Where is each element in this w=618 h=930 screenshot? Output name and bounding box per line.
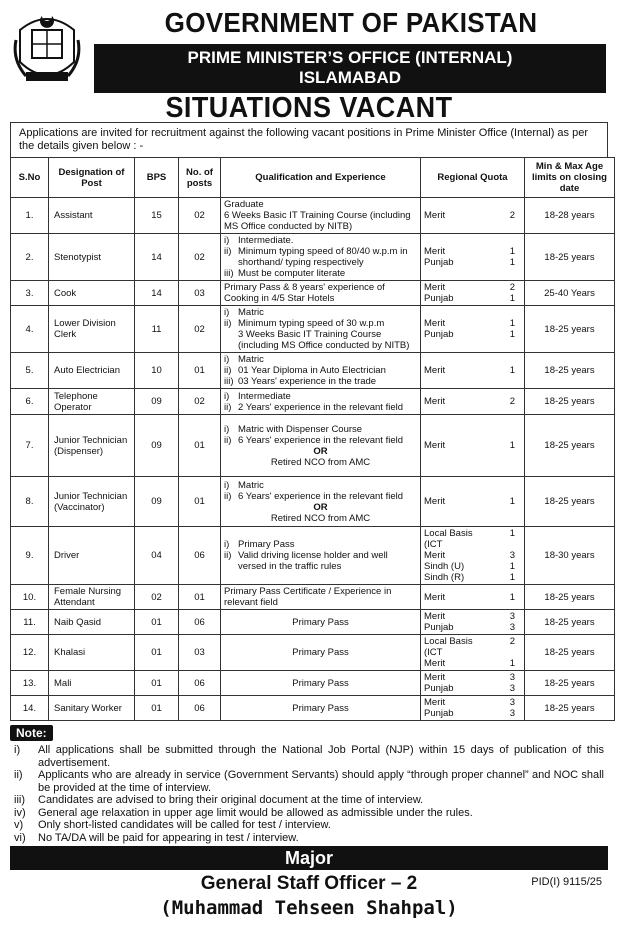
cell-posts: 06 <box>179 671 221 696</box>
cell-sno: 8. <box>11 477 49 527</box>
quota-count: 1 <box>509 572 515 583</box>
quota-region: Punjab <box>424 293 454 304</box>
note-numeral: iii) <box>14 794 25 806</box>
qualification-numeral <box>224 329 238 351</box>
quota-region: Local Basis (ICT <box>424 636 473 658</box>
qualification-item <box>224 539 417 550</box>
qualification-item <box>224 354 417 365</box>
qualification-text: 6 Years' experience in the relevant field <box>238 434 404 446</box>
qualification-numeral: iii) <box>224 376 234 387</box>
cell-posts: 03 <box>179 281 221 306</box>
table-row <box>11 671 615 696</box>
cell-posts: 02 <box>179 234 221 281</box>
cell-quota <box>421 585 525 610</box>
qualification-numeral: ii) <box>224 490 232 502</box>
header <box>6 4 612 122</box>
office-city: ISLAMABAD <box>299 68 401 87</box>
cell-sno: 14. <box>11 696 49 721</box>
cell-posts: 02 <box>179 198 221 234</box>
qualification-line: Primary Pass Certificate / Experience in relevant field <box>224 586 392 608</box>
qualification-text: 6 Years' experience in the relevant field <box>238 490 404 502</box>
cell-bps: 09 <box>135 477 179 527</box>
situations-vacant-heading: SITUATIONS VACANT <box>165 92 453 124</box>
cell-age: 18-25 years <box>525 353 615 389</box>
cell-sno: 3. <box>11 281 49 306</box>
qualification-item <box>224 550 417 572</box>
cell-age: 18-25 years <box>525 610 615 635</box>
cell-sno: 7. <box>11 415 49 477</box>
cell-bps: 02 <box>135 585 179 610</box>
table-row <box>11 696 615 721</box>
cell-post: Cook <box>49 281 135 306</box>
quota-line <box>424 697 521 708</box>
note-numeral: iv) <box>14 806 26 819</box>
qualification-numeral: ii) <box>224 401 232 413</box>
qualification-line: Graduate <box>224 199 264 210</box>
qualification-item <box>224 268 417 279</box>
cell-bps: 15 <box>135 198 179 234</box>
quota-region: Punjab <box>424 622 454 633</box>
quota-region: Merit <box>424 611 446 622</box>
cell-quota <box>421 234 525 281</box>
qualification-item <box>224 391 417 402</box>
qualification-text: 01 Year Diploma in Auto Electrician <box>238 365 386 376</box>
qualification-text: Intermediate. <box>238 235 294 246</box>
qualification-numeral: ii) <box>224 434 232 446</box>
cell-post: Driver <box>49 527 135 585</box>
quota-line <box>424 636 521 658</box>
cell-quota <box>421 198 525 234</box>
qualification-text: Minimum typing speed of 30 w.p.m <box>238 318 385 329</box>
cell-bps: 11 <box>135 306 179 353</box>
cell-bps: 04 <box>135 527 179 585</box>
quota-line <box>424 592 521 603</box>
intro-text: Applications are invited for recruitment against the following vacant positions in Prime Minister Office (Internal) as per the details given below : - <box>10 122 608 157</box>
retired-alternative: Retired NCO from AMC <box>270 512 371 524</box>
table-row <box>11 389 615 415</box>
cell-post: Khalasi <box>49 635 135 671</box>
cell-bps: 10 <box>135 353 179 389</box>
qualification-numeral: ii) <box>224 318 232 329</box>
header-sno: S.No <box>11 158 49 198</box>
quota-count: 2 <box>509 282 515 293</box>
quota-count: 3 <box>509 550 515 561</box>
quota-count: 2 <box>509 396 515 407</box>
cell-age: 18-25 years <box>525 671 615 696</box>
qualification-numeral: i) <box>224 235 230 246</box>
cell-bps: 09 <box>135 389 179 415</box>
cell-bps: 09 <box>135 415 179 477</box>
cell-quota <box>421 389 525 415</box>
qualification-item <box>224 491 417 502</box>
header-age: Min & Max Age limits on closing date <box>525 158 615 198</box>
quota-line <box>424 528 521 550</box>
cell-sno: 1. <box>11 198 49 234</box>
cell-sno: 2. <box>11 234 49 281</box>
quota-count: 1 <box>509 528 515 539</box>
cell-age: 18-25 years <box>525 477 615 527</box>
cell-age: 18-30 years <box>525 527 615 585</box>
quota-line <box>424 293 521 304</box>
cell-posts: 02 <box>179 389 221 415</box>
quota-count: 3 <box>509 672 515 683</box>
quota-count: 1 <box>509 318 515 329</box>
qualification-text: Matric <box>238 479 264 491</box>
quota-region: Merit <box>424 658 446 669</box>
qualification-line: 6 Weeks Basic IT Training Course (including MS Office conducted by NITB) <box>224 210 411 232</box>
qualification-text: Intermediate <box>238 390 291 402</box>
cell-sno: 4. <box>11 306 49 353</box>
qualification-item <box>224 235 417 246</box>
table-row <box>11 527 615 585</box>
officer-designation: General Staff Officer – 2 <box>200 873 418 894</box>
cell-sno: 6. <box>11 389 49 415</box>
quota-line <box>424 683 521 694</box>
cell-posts: 02 <box>179 306 221 353</box>
quota-count: 2 <box>509 210 515 221</box>
quota-region: Punjab <box>424 683 454 694</box>
cell-qualification <box>221 527 421 585</box>
cell-age: 18-25 years <box>525 696 615 721</box>
cell-qualification <box>221 389 421 415</box>
quota-count: 3 <box>509 611 515 622</box>
cell-post: Assistant <box>49 198 135 234</box>
quota-region: Merit <box>424 318 446 329</box>
quota-line <box>424 708 521 719</box>
cell-bps: 14 <box>135 234 179 281</box>
cell-quota <box>421 415 525 477</box>
qualification-item <box>224 329 417 351</box>
cell-post: Stenotypist <box>49 234 135 281</box>
quota-region: Merit <box>424 365 446 376</box>
quota-region: Merit <box>424 591 446 603</box>
qualification-item <box>224 480 417 491</box>
cell-quota <box>421 635 525 671</box>
qualification-item <box>224 246 417 268</box>
cell-qualification <box>221 415 421 477</box>
cell-age: 18-25 years <box>525 389 615 415</box>
cell-qualification: Primary Pass <box>221 696 421 721</box>
note-text: General age relaxation in upper age limit would be allowed as admissible under the rules. <box>38 806 473 819</box>
qualification-text: Primary Pass <box>238 539 295 550</box>
qualification-numeral: ii) <box>224 246 232 257</box>
cell-quota <box>421 671 525 696</box>
cell-age: 18-25 years <box>525 415 615 477</box>
cell-posts: 01 <box>179 477 221 527</box>
cell-qualification <box>221 234 421 281</box>
quota-region: Merit <box>424 440 446 451</box>
cell-qualification <box>221 585 421 610</box>
note-numeral: i) <box>14 744 21 756</box>
note-numeral: vi) <box>14 831 26 844</box>
cell-age: 18-25 years <box>525 306 615 353</box>
quota-count: 3 <box>509 622 515 633</box>
cell-quota <box>421 527 525 585</box>
note-item <box>14 832 604 845</box>
cell-post: Naib Qasid <box>49 610 135 635</box>
cell-qualification <box>221 306 421 353</box>
quota-line <box>424 572 521 583</box>
cell-quota <box>421 696 525 721</box>
quota-line <box>424 496 521 507</box>
quota-count: 1 <box>509 293 515 304</box>
qualification-text: Matric with Dispenser Course <box>238 423 363 435</box>
cell-sno: 5. <box>11 353 49 389</box>
cell-bps: 14 <box>135 281 179 306</box>
cell-post: Female Nursing Attendant <box>49 585 135 610</box>
cell-age: 18-28 years <box>525 198 615 234</box>
qualification-text: 2 Years' experience in the relevant field <box>238 401 404 413</box>
note-text: Applicants who are already in service (Government Servants) should apply “through proper channel” and NOC shall be provided at the time of interview. <box>38 769 604 794</box>
cell-post: Junior Technician (Vaccinator) <box>49 477 135 527</box>
quota-count: 1 <box>509 257 515 268</box>
rank-banner: Major <box>10 846 608 870</box>
quota-region: Merit <box>424 396 446 407</box>
cell-sno: 10. <box>11 585 49 610</box>
qualification-text: 3 Weeks Basic IT Training Course (including MS Office conducted by NITB) <box>238 329 410 351</box>
quota-region: Merit <box>424 697 446 708</box>
quota-region: Punjab <box>424 257 454 268</box>
qualification-item <box>224 376 417 387</box>
quota-line <box>424 210 521 221</box>
qualification-text: Valid driving license holder and well versed in the traffic rules <box>238 550 388 572</box>
note-item <box>14 807 604 820</box>
qualification-text: Matric <box>238 307 264 318</box>
cell-posts: 01 <box>179 585 221 610</box>
quota-region: Punjab <box>424 708 454 719</box>
note-numeral: v) <box>14 819 24 831</box>
signature-block <box>6 870 612 930</box>
qualification-text: 03 Years' experience in the trade <box>238 376 377 387</box>
header-quota: Regional Quota <box>421 158 525 198</box>
cell-bps: 01 <box>135 671 179 696</box>
quota-line <box>424 246 521 257</box>
note-text: Candidates are advised to bring their original document at the time of interview. <box>38 794 424 806</box>
cell-sno: 13. <box>11 671 49 696</box>
cell-qualification: Primary Pass <box>221 610 421 635</box>
quota-line <box>424 257 521 268</box>
cell-posts: 06 <box>179 527 221 585</box>
header-post: Designation of Post <box>49 158 135 198</box>
cell-post: Mali <box>49 671 135 696</box>
cell-sno: 9. <box>11 527 49 585</box>
qualification-numeral: ii) <box>224 550 232 561</box>
note-text: Only short-listed candidates will be called for test / interview. <box>38 819 331 831</box>
qualification-text: Must be computer literate <box>238 268 346 279</box>
cell-quota <box>421 281 525 306</box>
cell-post: Junior Technician (Dispenser) <box>49 415 135 477</box>
quota-region: Local Basis (ICT <box>424 528 473 550</box>
cell-quota <box>421 306 525 353</box>
qualification-numeral: iii) <box>224 268 234 279</box>
cell-qualification: Primary Pass <box>221 635 421 671</box>
cell-post: Lower Division Clerk <box>49 306 135 353</box>
table-row <box>11 477 615 527</box>
quota-line <box>424 282 521 293</box>
cell-posts: 06 <box>179 696 221 721</box>
quota-line <box>424 440 521 451</box>
quota-region: Merit <box>424 550 446 561</box>
quota-line <box>424 365 521 376</box>
qualification-text: Matric <box>238 354 264 365</box>
qualification-item <box>224 424 417 435</box>
qualification-item <box>224 402 417 413</box>
quota-count: 1 <box>509 658 515 669</box>
quota-count: 1 <box>509 591 515 603</box>
cell-bps: 01 <box>135 610 179 635</box>
officer-name: (Muhammad Tehseen Shahpal) <box>160 897 458 919</box>
cell-qualification <box>221 477 421 527</box>
cell-post: Sanitary Worker <box>49 696 135 721</box>
table-row <box>11 353 615 389</box>
state-emblem-icon <box>12 10 82 90</box>
quota-line <box>424 550 521 561</box>
note-label: Note: <box>10 725 53 741</box>
table-row <box>11 635 615 671</box>
quota-count: 2 <box>509 636 515 647</box>
table-header-row <box>11 158 615 198</box>
qualification-numeral: i) <box>224 479 230 491</box>
or-separator: OR <box>313 501 328 513</box>
quota-count: 1 <box>509 496 515 507</box>
qualification-item <box>224 318 417 329</box>
cell-bps: 01 <box>135 635 179 671</box>
quota-region: Merit <box>424 496 446 507</box>
table-row <box>11 281 615 306</box>
quota-count: 1 <box>509 365 515 376</box>
quota-region: Merit <box>424 210 446 221</box>
cell-qualification: Primary Pass <box>221 671 421 696</box>
office-banner <box>94 44 606 93</box>
cell-posts: 06 <box>179 610 221 635</box>
quota-line <box>424 318 521 329</box>
cell-quota <box>421 477 525 527</box>
cell-age: 18-25 years <box>525 234 615 281</box>
cell-qualification <box>221 198 421 234</box>
or-separator: OR <box>313 445 328 457</box>
quota-region: Sindh (U) <box>424 561 465 572</box>
notes-list <box>6 742 612 844</box>
pid-number: PID(I) 9115/25 <box>531 876 602 888</box>
quota-count: 1 <box>509 440 515 451</box>
qualification-numeral: ii) <box>224 365 232 376</box>
table-row <box>11 415 615 477</box>
note-item <box>14 769 604 794</box>
quota-line <box>424 611 521 622</box>
table-row <box>11 585 615 610</box>
quota-count: 1 <box>509 329 515 340</box>
vacancies-table <box>10 157 615 721</box>
cell-quota <box>421 353 525 389</box>
cell-sno: 11. <box>11 610 49 635</box>
cell-age: 25-40 Years <box>525 281 615 306</box>
cell-posts: 01 <box>179 415 221 477</box>
note-text: No TA/DA will be paid for appearing in test / interview. <box>38 831 299 844</box>
cell-qualification <box>221 281 421 306</box>
header-bps: BPS <box>135 158 179 198</box>
quota-count: 3 <box>509 708 515 719</box>
cell-post: Auto Electrician <box>49 353 135 389</box>
government-title: GOVERNMENT OF PAKISTAN <box>164 7 538 38</box>
qualification-line: Primary Pass & 8 years' experience of Cooking in 4/5 Star Hotels <box>224 282 385 304</box>
table-row <box>11 610 615 635</box>
quota-region: Punjab <box>424 329 454 340</box>
office-name: PRIME MINISTER’S OFFICE (INTERNAL) <box>187 48 513 67</box>
cell-posts: 03 <box>179 635 221 671</box>
note-item <box>14 794 604 807</box>
qualification-numeral: i) <box>224 539 230 550</box>
quota-count: 1 <box>509 561 515 572</box>
quota-count: 3 <box>509 683 515 694</box>
quota-line <box>424 622 521 633</box>
quota-line <box>424 396 521 407</box>
quota-line <box>424 672 521 683</box>
quota-line <box>424 329 521 340</box>
qualification-numeral: i) <box>224 307 230 318</box>
qualification-numeral: i) <box>224 390 230 402</box>
cell-qualification <box>221 353 421 389</box>
qualification-item <box>224 365 417 376</box>
quota-region: Merit <box>424 282 446 293</box>
qualification-item <box>224 307 417 318</box>
table-row <box>11 306 615 353</box>
cell-age: 18-25 years <box>525 585 615 610</box>
header-qualification: Qualification and Experience <box>221 158 421 198</box>
qualification-numeral: i) <box>224 423 230 435</box>
quota-region: Merit <box>424 246 446 257</box>
table-row <box>11 234 615 281</box>
cell-age: 18-25 years <box>525 635 615 671</box>
cell-sno: 12. <box>11 635 49 671</box>
quota-region: Merit <box>424 672 446 683</box>
retired-alternative: Retired NCO from AMC <box>270 456 371 468</box>
qualification-numeral: i) <box>224 354 230 365</box>
note-text: All applications shall be submitted through the National Job Portal (NJP) within 15 days of publication of this advertisement. <box>38 744 604 769</box>
quota-count: 1 <box>509 246 515 257</box>
cell-post: Telephone Operator <box>49 389 135 415</box>
cell-quota <box>421 610 525 635</box>
quota-line <box>424 561 521 572</box>
table-row <box>11 198 615 234</box>
cell-posts: 01 <box>179 353 221 389</box>
header-posts: No. of posts <box>179 158 221 198</box>
quota-region: Sindh (R) <box>424 572 465 583</box>
note-numeral: ii) <box>14 769 23 781</box>
qualification-text: Minimum typing speed of 80/40 w.p.m in shorthand/ typing respectively <box>238 246 408 268</box>
note-item <box>14 819 604 832</box>
qualification-item <box>224 435 417 446</box>
quota-count: 3 <box>509 697 515 708</box>
note-item <box>14 744 604 769</box>
cell-bps: 01 <box>135 696 179 721</box>
quota-line <box>424 658 521 669</box>
